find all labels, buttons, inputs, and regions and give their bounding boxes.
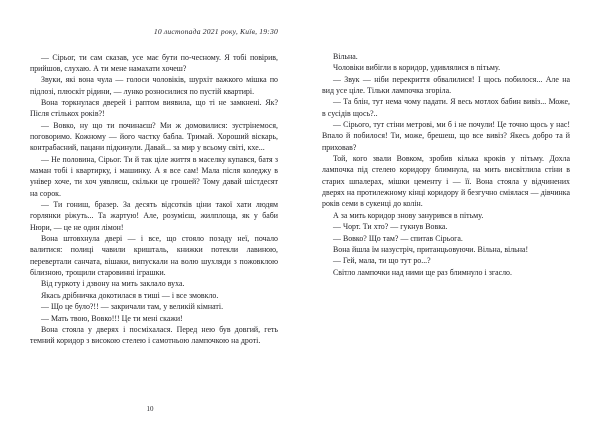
right-page-body <box>322 51 570 278</box>
paragraph: Світло лампочки над ними ще раз блимнуло і згасло. <box>333 267 512 277</box>
paragraph: Вона йшла їм назустріч, пританцьовуючи. Вільна, вільна! <box>333 244 529 254</box>
paragraph: — Що це було?!! — закричали там, у великій кімнаті. <box>41 302 224 312</box>
paragraph: Від гуркоту і дзвону на мить заклало вуха. <box>41 279 185 289</box>
paragraph: — Гей, мала, ти що тут ро...? <box>333 256 431 266</box>
paragraph: Звуки, які вона чула — голоси чоловіків, шурхіт важкого мішка по підлозі, плюскіт рідини, — лунко розносилися по пустій квартирі. <box>30 75 278 96</box>
paragraph: — Не половина, Сірьог. Ти й так ціле життя в маселку купався, батя з маман тобі і квартирку, і машинку. А я все сам! Мала після коледжу в універ хоче, ти хоч уявляєш, скільки це грошей? Тому давай шістдесят на сорок. <box>30 154 278 198</box>
paragraph: — Сірьог, ти сам сказав, усе має бути по-чесному. Я тобі повірив, прийшов, слухаю. А ти мене намахати хочеш? <box>30 52 278 73</box>
left-page-body <box>30 52 278 347</box>
paragraph: Вона стояла у дверях і посміхалася. Перед нею був довгий, геть темний коридор з високою стелею і самотньою лампочкою на дроті. <box>30 324 278 346</box>
right-page-head-spacer <box>322 28 570 51</box>
paragraph: Чоловіки вибігли в коридор, удивлялися в пітьму. <box>333 63 501 73</box>
page-number: 10 <box>146 405 154 413</box>
paragraph: — Ти гониш, бразер. За десять відсотків ціни такої хати людям горлянки ріжуть... Та жартую! Але, розумієш, жилплоща, як у баби Нюри, — це не один лімон! <box>30 200 278 232</box>
right-page <box>300 0 600 431</box>
paragraph: — Сірього, тут стіни метрові, ми б і не почули! Це точно щось у нас! Впало й побилося! Ти, може, брешеш, що все вивіз? Якесь добро та й приховав? <box>322 120 570 152</box>
paragraph: Вільна. <box>333 52 358 61</box>
paragraph: — Та блін, тут нема чому падати. Я весь мотлох бабин вивіз... Може, в сусідів щось?.. <box>322 97 570 118</box>
running-head-date: 10 листопада 2021 року, Київ, 19:30 <box>153 27 278 36</box>
paragraph: А за мить коридор знову занурився в пітьму. <box>333 210 484 220</box>
paragraph: Вона торкнулася дверей і раптом виявила, що ті не замкнені. Як? Після стількох років?! <box>30 97 278 119</box>
paragraph: — Звук — ніби перекриття обвалилися! І щось побилося... Але на вид усе ціле. Тільки лампочка згоріла. <box>322 74 570 96</box>
paragraph: — Вовко, ну що ти починаєш? Ми ж домовилися: зустрінемося, поговоримо. Кожному — його частку бабла. Тримай. Хороший віскарь, контрабасний, пацани підкинули. Давай... за мир у всьому світі, кхе... <box>30 120 278 153</box>
paragraph: Той, кого звали Вовком, зробив кілька кроків у пітьму. Дохла лампочка під стелею коридору блимнула, на мить висвітлила стіни в старих шпалерах, мішки цементу і — її. Вона стояла у відчинених дверях на протилежному кінці коридору й безгучно сміялася — дівчинка років семи в сукенці до колін. <box>322 154 570 209</box>
paragraph: Якась дрібничка докотилася в тиші — і все змовкло. <box>41 290 219 300</box>
paragraph: — Вовко? Що там? — спитав Сірьога. <box>333 233 463 243</box>
paragraph: — Чорт. Ти хто? — гукнув Вовка. <box>333 222 448 232</box>
paragraph: Вона штовхнула двері — і все, що стояло позаду неї, почало валитися: полиці чавили кришталь, книжки потекли лавиною, перевертали санчата, вішаки, випускали на волю шухляди з пожовклою білизною, трощили старовинні іграшки. <box>30 234 278 278</box>
paragraph: — Мать твою, Вовко!!! Це ти мені скажи! <box>41 313 183 323</box>
